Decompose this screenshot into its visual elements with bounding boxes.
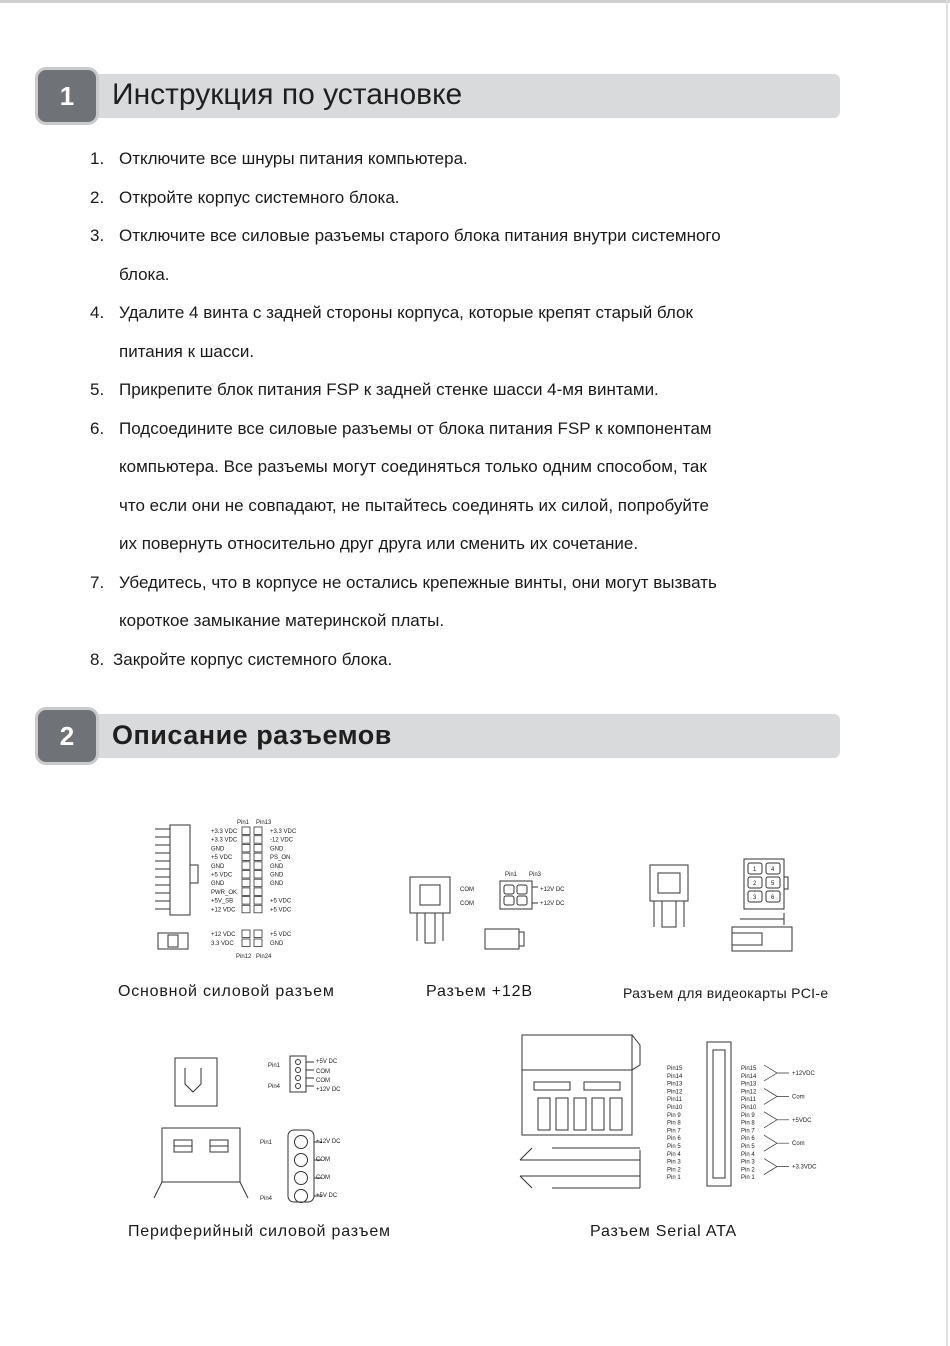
- sata-right-pin-label: Pin13: [741, 1081, 757, 1088]
- p12v-12v-label: +12V DC: [540, 887, 565, 893]
- pcie-pin: [766, 863, 780, 874]
- step-number: 3.: [90, 226, 105, 245]
- step-line: что если они не совпадают, не пытайтесь соединять их силой, попробуйте: [119, 495, 709, 515]
- main-right-pin-label: GND: [270, 863, 284, 870]
- sata-group-bracket: [764, 1065, 789, 1081]
- pcie-pin: [766, 891, 780, 902]
- main-left-pin-label: +5V_SB: [211, 898, 234, 905]
- step-line: Отключите все шнуры питания компьютера.: [119, 149, 468, 168]
- main-right-pin-label: +3.3 VDC: [270, 829, 297, 835]
- main-pin13-label: Pin13: [256, 820, 272, 826]
- main-pin-cell: [242, 930, 250, 938]
- main-pin-cell: [242, 879, 250, 887]
- pcie-pin: [748, 891, 762, 902]
- step-item: [90, 294, 850, 371]
- sata-left-pin-label: Pin 5: [667, 1144, 681, 1150]
- sata-group-label: Com: [792, 1094, 805, 1101]
- step-line: Прикрепите блок питания FSP к задней стенке шасси 4-мя винтами.: [119, 380, 659, 399]
- step-text: [119, 217, 850, 294]
- main-pin1-label: Pin1: [237, 820, 250, 826]
- main-connector-diagram: [150, 815, 320, 965]
- main-right-pin-label: GND: [270, 881, 284, 888]
- main-pin-cell: [242, 888, 250, 896]
- step-line: Отключите все силовые разъемы старого блока питания внутри системного: [119, 226, 721, 245]
- p12v-connector-diagram: [405, 865, 580, 955]
- step-text: [119, 294, 850, 371]
- sata-group-bracket: [764, 1112, 789, 1128]
- step-number: 1.: [90, 149, 105, 168]
- pcie-pin: [748, 863, 762, 874]
- pcie-pin-number: 2: [753, 881, 757, 887]
- main-pin-cell: [254, 853, 262, 861]
- sata-right-pin-label: Pin12: [741, 1089, 757, 1096]
- peripheral-small-pin1-label: Pin1: [268, 1063, 281, 1069]
- sata-left-pin-label: Pin15: [667, 1066, 683, 1072]
- step-text: [119, 140, 850, 179]
- main-right-pin-label: GND: [270, 872, 284, 879]
- step-item: [90, 217, 850, 294]
- main-left-pin-label: +5 VDC: [211, 855, 233, 862]
- peripheral-connector-diagram: [150, 1050, 370, 1210]
- pcie-pin: [766, 877, 780, 888]
- main-pin-cell: [242, 897, 250, 905]
- sata-group-bracket: [764, 1088, 789, 1104]
- main-pin-cell: [242, 844, 250, 852]
- main-left-pin-label: +3.3 VDC: [211, 829, 238, 835]
- sata-right-pin-label: Pin 2: [741, 1167, 755, 1174]
- sata-left-pin-label: Pin14: [667, 1073, 683, 1080]
- sata-right-pin-label: Pin10: [741, 1105, 757, 1111]
- sata-group-bracket: [764, 1135, 789, 1151]
- main-pin-cell: [242, 836, 250, 844]
- sata-right-pin-label: Pin 5: [741, 1144, 755, 1150]
- sata-left-pin-label: Pin 9: [667, 1112, 681, 1119]
- step-line: блока.: [119, 264, 170, 284]
- main-right-pin-label: GND: [270, 846, 284, 853]
- main-left-pin-label: GND: [211, 846, 225, 853]
- pcie-pin-number: 3: [753, 895, 757, 901]
- sata-group-label: +3.3VDC: [792, 1164, 817, 1171]
- step-line: Откройте корпус системного блока.: [119, 187, 400, 207]
- sata-group-label: Com: [792, 1141, 805, 1148]
- sata-group-label: +12VDC: [792, 1071, 815, 1077]
- step-line: их повернуть относительно друг друга или сменить их сочетание.: [119, 534, 639, 553]
- peripheral-small-label: COM: [316, 1069, 330, 1075]
- peripheral-big-label: +12V DC: [316, 1139, 341, 1145]
- peripheral-small-label: +12V DC: [316, 1087, 341, 1093]
- main-right-pin-label: +5 VDC: [270, 907, 292, 914]
- sata-left-pin-label: Pin13: [667, 1081, 683, 1088]
- main-pin24-label: Pin24: [256, 954, 272, 960]
- peripheral-big-label: COM: [316, 1175, 330, 1181]
- main-pin-cell: [242, 862, 250, 870]
- main-connector-caption: Основной силовой разъем: [118, 983, 335, 1000]
- page-right-border: [946, 0, 948, 1346]
- p12v-pin1-label: Pin1: [505, 872, 518, 878]
- main-pin-cell: [254, 939, 262, 947]
- sata-right-pin-label: Pin15: [741, 1066, 757, 1072]
- installation-steps-list: [90, 140, 850, 679]
- step-line: компьютера. Все разъемы могут соединяться только одним способом, так: [119, 457, 707, 476]
- sata-right-pin-label: Pin 1: [741, 1175, 755, 1182]
- step-text: [119, 564, 850, 641]
- main-left-pin-label: +12 VDC: [211, 907, 236, 914]
- main-pin-cell: [254, 930, 262, 938]
- main-pin-cell: [254, 871, 262, 879]
- sata-connector-caption: Разъем Serial ATA: [590, 1223, 737, 1240]
- main-pin-cell: [254, 905, 262, 913]
- sata-right-pin-label: Pin 8: [741, 1120, 755, 1127]
- peripheral-big-pin1-label: Pin1: [260, 1140, 273, 1146]
- main-pin-cell: [254, 888, 262, 896]
- peripheral-small-label: COM: [316, 1078, 330, 1084]
- step-item: [90, 641, 850, 680]
- main-right-pin-label: +5 VDC: [270, 898, 292, 905]
- step-line: короткое замыкание материнской платы.: [119, 611, 445, 630]
- main-pin-cell: [254, 827, 262, 835]
- main-pin-cell: [242, 905, 250, 913]
- sata-left-pin-label: Pin 6: [667, 1136, 681, 1143]
- pcie-connector-caption: Разъем для видеокарты PCI-e: [623, 985, 829, 1001]
- step-number: 2.: [90, 187, 105, 207]
- step-item: [90, 140, 850, 179]
- main-right-pin-label: -12 VDC: [270, 837, 294, 844]
- main-pin-cell: [254, 879, 262, 887]
- step-line: Подсоедините все силовые разъемы от блока питания FSP к компонентам: [119, 418, 712, 438]
- main-left-pin-label: +5 VDC: [211, 872, 233, 879]
- section-title: Описание разъемов: [112, 720, 392, 750]
- sata-left-pin-label: Pin 3: [667, 1159, 681, 1166]
- sata-left-pin-label: Pin 2: [667, 1167, 681, 1174]
- section-number: 1: [38, 70, 96, 122]
- sata-group-label: +5VDC: [792, 1117, 812, 1124]
- sata-left-pin-label: Pin 8: [667, 1120, 681, 1127]
- sata-left-pin-label: Pin 7: [667, 1128, 681, 1135]
- sata-group-bracket: [764, 1159, 789, 1175]
- p12v-12v-label: +12V DC: [540, 901, 565, 907]
- main-pin-cell: [242, 939, 250, 947]
- p12v-pin3-label: Pin3: [529, 872, 542, 878]
- section-number: 2: [38, 710, 96, 762]
- step-item: [90, 564, 850, 641]
- sata-left-pin-label: Pin 4: [667, 1151, 681, 1158]
- sata-right-pin-label: Pin 9: [741, 1112, 755, 1119]
- pcie-pin-number: 4: [771, 867, 775, 873]
- main-left-pin-label: PWR_OK: [211, 889, 238, 896]
- pcie-pin-number: 6: [771, 895, 775, 901]
- sata-right-pin-label: Pin14: [741, 1073, 757, 1080]
- sata-left-pin-label: Pin12: [667, 1089, 683, 1096]
- main-right-pin-label: +5 VDC: [270, 932, 292, 938]
- p12v-com-label: COM: [460, 887, 474, 893]
- main-pin-cell: [254, 862, 262, 870]
- pcie-pin: [748, 877, 762, 888]
- step-line: Убедитесь, что в корпусе не остались крепежные винты, они могут вызвать: [119, 572, 717, 592]
- sata-right-pin-label: Pin 4: [741, 1151, 755, 1158]
- peripheral-big-label: +5V DC: [316, 1193, 338, 1199]
- peripheral-small-label: +5V DC: [316, 1059, 338, 1065]
- section-title: Инструкция по установке: [112, 78, 463, 111]
- pcie-pin-number: 5: [771, 881, 775, 887]
- step-item: [90, 371, 850, 410]
- main-left-pin-label: +3.3 VDC: [211, 837, 238, 844]
- main-left-pin-label: +12 VDC: [211, 932, 236, 938]
- step-line: питания к шасси.: [119, 341, 255, 361]
- step-text: [119, 371, 850, 410]
- sata-left-pin-label: Pin 1: [667, 1175, 681, 1182]
- main-pin-cell: [254, 836, 262, 844]
- p12v-connector-caption: Разъем +12В: [426, 983, 533, 1000]
- section-1-header: [38, 70, 840, 122]
- step-number: 7.: [90, 572, 105, 592]
- p12v-com-label: COM: [460, 901, 474, 907]
- step-text: [113, 641, 850, 680]
- step-number: 5.: [90, 380, 105, 399]
- page-top-border: [0, 0, 950, 3]
- step-item: [90, 410, 850, 564]
- sata-connector-diagram: [512, 1030, 842, 1195]
- step-item: [90, 179, 850, 218]
- step-text: [119, 179, 850, 218]
- step-line: Закройте корпус системного блока.: [113, 649, 393, 669]
- section-2-header: [38, 710, 840, 762]
- main-left-pin-label: GND: [211, 863, 225, 870]
- pcie-connector-diagram: [640, 855, 810, 960]
- main-pin-cell: [254, 897, 262, 905]
- main-pin12-label: Pin12: [236, 954, 252, 960]
- sata-right-pin-label: Pin 6: [741, 1136, 755, 1143]
- peripheral-big-pin4-label: Pin4: [260, 1196, 273, 1202]
- peripheral-small-pin4-label: Pin4: [268, 1084, 281, 1090]
- main-right-pin-label: PS_ON: [270, 855, 291, 862]
- sata-right-pin-label: Pin11: [741, 1097, 756, 1104]
- main-right-pin-label: GND: [270, 941, 284, 947]
- sata-left-pin-label: Pin11: [667, 1097, 682, 1104]
- peripheral-big-label: COM: [316, 1157, 330, 1163]
- step-line: Удалите 4 винта с задней стороны корпуса, которые крепят старый блок: [119, 303, 693, 322]
- main-left-pin-label: GND: [211, 881, 225, 888]
- sata-right-pin-label: Pin 3: [741, 1159, 755, 1166]
- main-pin-cell: [242, 827, 250, 835]
- main-pin-cell: [242, 853, 250, 861]
- step-text: [119, 410, 850, 564]
- pcie-pin-number: 1: [753, 867, 757, 873]
- step-number: 6.: [90, 418, 105, 438]
- peripheral-connector-caption: Периферийный силовой разъем: [128, 1223, 391, 1240]
- main-pin-cell: [242, 871, 250, 879]
- main-pin-cell: [254, 844, 262, 852]
- step-number: 4.: [90, 303, 105, 322]
- sata-right-pin-label: Pin 7: [741, 1128, 755, 1135]
- main-left-pin-label: 3.3 VDC: [211, 941, 234, 947]
- step-number: 8.: [90, 649, 105, 669]
- sata-left-pin-label: Pin10: [667, 1105, 683, 1111]
